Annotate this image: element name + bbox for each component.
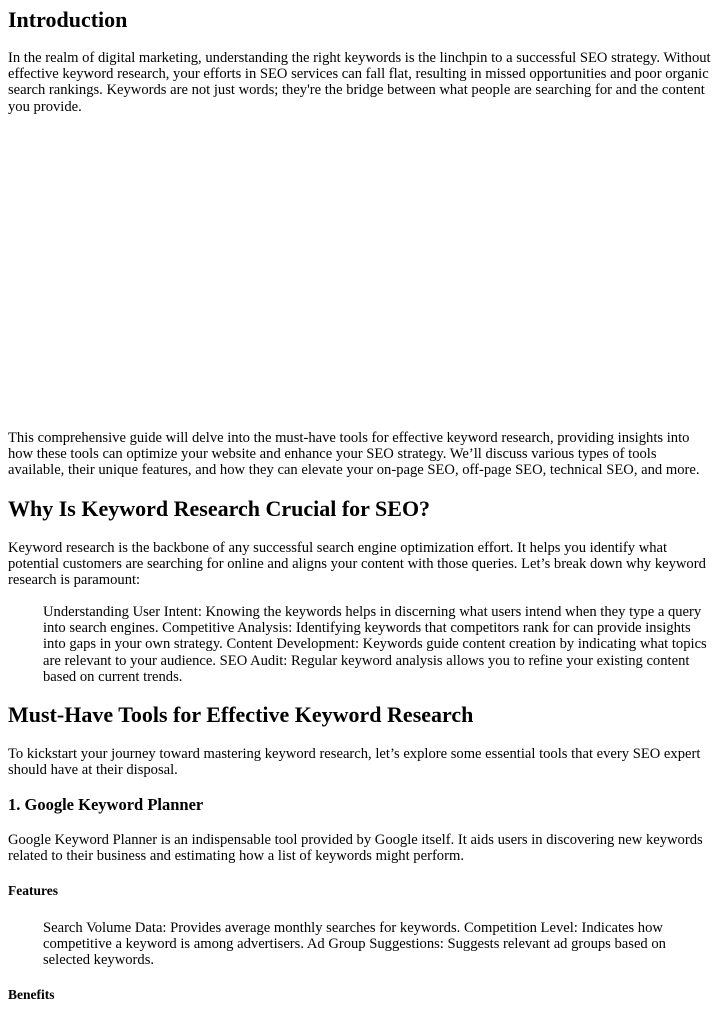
why-heading: Why Is Keyword Research Crucial for SEO?: [8, 496, 431, 521]
why-blockquote: Understanding User Intent: Knowing the keywords helps in discerning what users intend when they type a query into search engines. Competitive Analysis: Identifying keywords that competitors rank for can provide insights into gaps in your own strategy. Content Development: Keywords guide content creation by indicating what topics are relevant to your audience. SEO Audit: Regular keyword analysis allows you to refine your existing content based on current trends.: [43, 604, 707, 685]
intro-paragraph: In the realm of digital marketing, understanding the right keywords is the linchpin to a successful SEO strategy. Without effective keyword research, your efforts in SEO services can fall flat, resulting in missed opportunities and poor organic search rankings. Keywords are not just words; they're the bridge between what people are searching for and the content you provide.: [8, 50, 711, 115]
gkp-heading: 1. Google Keyword Planner: [8, 795, 204, 814]
benefits-heading: Benefits: [8, 987, 55, 1002]
features-blockquote: Search Volume Data: Provides average monthly searches for keywords. Competition Level: Indicates how competitive a keyword is among advertisers. Ad Group Suggestions: Suggests relevant ad groups based on selected keywords.: [43, 920, 666, 969]
why-paragraph: Keyword research is the backbone of any successful search engine optimization effort. It helps you identify what potential customers are searching for online and aligns your content with those queries. Let’s break down why keyword research is paramount:: [8, 540, 706, 589]
tools-heading: Must-Have Tools for Effective Keyword Research: [8, 702, 474, 727]
tools-paragraph: To kickstart your journey toward mastering keyword research, let’s explore some essential tools that every SEO expert should have at their disposal.: [8, 746, 701, 779]
gkp-paragraph: Google Keyword Planner is an indispensable tool provided by Google itself. It aids users in discovering new keywords related to their business and estimating how a list of keywords might perform.: [8, 832, 703, 865]
features-heading: Features: [8, 883, 58, 898]
intro-heading: Introduction: [8, 7, 128, 32]
blank-media-area: [8, 118, 712, 426]
guide-paragraph: This comprehensive guide will delve into the must-have tools for effective keyword research, providing insights into how these tools can optimize your website and enhance your SEO strategy. We’ll discuss various types of tools available, their unique features, and how they can elevate your on-page SEO, off-page SEO, technical SEO, and more.: [8, 430, 700, 479]
